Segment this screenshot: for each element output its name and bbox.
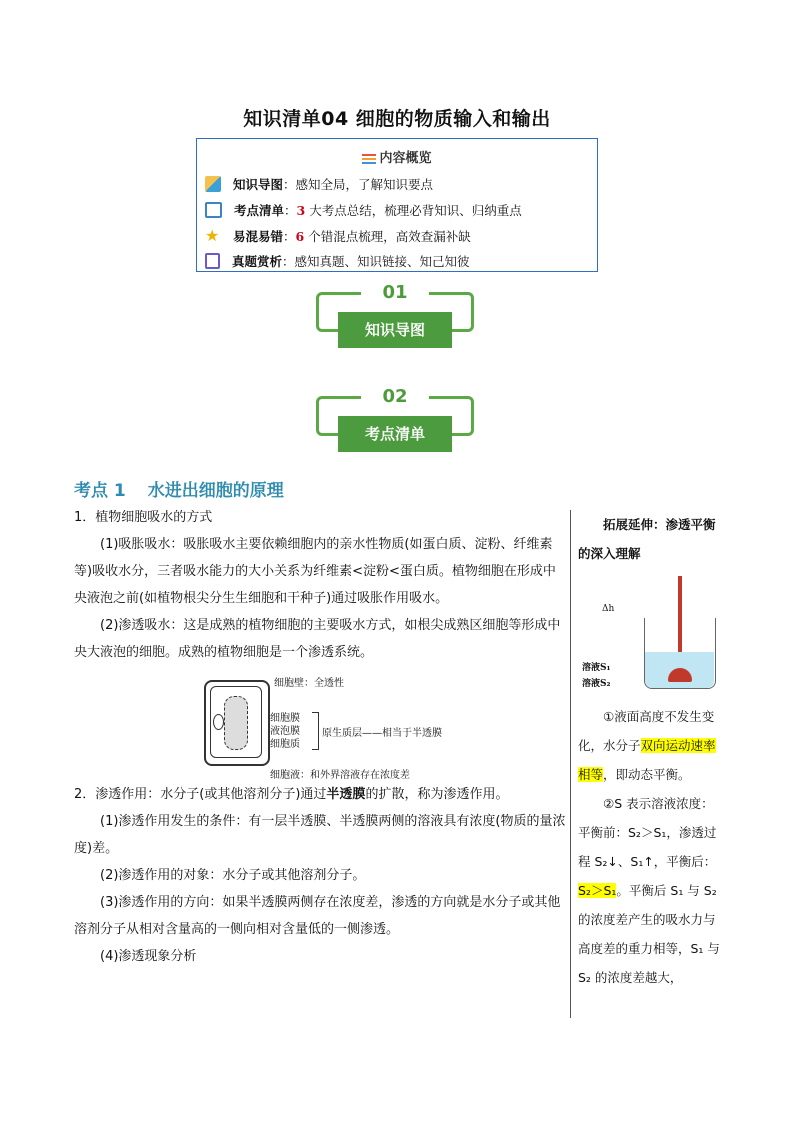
main-column — [74, 504, 566, 666]
label-protoplast: 原生质层——相当于半透膜 — [322, 728, 442, 739]
paragraph-imbibition: (1)吸胀吸水：吸胀吸水主要依赖细胞内的亲水性物质(如蛋白质、淀粉、纤维素等)吸收水分，三者吸水能力的大小关系为纤维素<淀粉<蛋白质。植物细胞在形成中央液泡之前(如植物根尖分生生细胞和干种子)通过吸胀作用吸水。 — [74, 537, 556, 606]
page-title: 知识清单04 细胞的物质输入和输出 — [243, 108, 551, 130]
overview-row-star: ★ 易混易错 ： 6 个错混点梳理，高效查漏补缺 — [205, 226, 471, 245]
sidebar-heading: 拓展延伸：渗透平衡的深入理解 — [578, 517, 716, 561]
osmosis-condition: (1)渗透作用发生的条件：有一层半透膜、半透膜两侧的溶液具有浓度(物质的量浓度)差。 — [74, 814, 566, 856]
nucleus-shape — [213, 714, 224, 730]
osmosis-direction: (3)渗透作用的方向：如果半透膜两侧存在浓度差，渗透的方向就是水分子或其他溶剂分子从相对含量高的一侧向相对含量低的一侧渗透。 — [74, 895, 561, 937]
overview-row-edit: 真题赏析 ：感知真题、知识链接、知己知彼 — [205, 250, 470, 272]
section-badge-02: 02 考点清单 — [316, 390, 474, 452]
map-icon — [205, 176, 221, 192]
sidebar-point-2: ②S 表示溶液浓度： — [603, 796, 714, 811]
label-cell-wall: 细胞壁：全透性 — [274, 678, 344, 689]
vacuole-shape — [224, 696, 248, 750]
sidebar-point-1: ①液面高度不发生变化，水分子双向运动速率相等，即动态平衡。 — [578, 709, 716, 782]
osmosis-object: (2)渗透作用的对象：水分子或其他溶剂分子。 — [100, 868, 366, 883]
osmosis-analysis: (4)渗透现象分析 — [100, 949, 197, 964]
overview-row-book: 考点清单 ： 3 大考点总结，梳理必背知识、归纳重点 — [205, 199, 522, 221]
column-divider — [570, 510, 571, 1018]
edit-icon — [205, 253, 220, 269]
heading-1: 1．植物细胞吸水的方式 — [74, 510, 213, 525]
heading-2: 2．渗透作用：水分子(或其他溶剂分子)通过半透膜的扩散，称为渗透作用。 — [74, 787, 509, 802]
sidebar-text — [578, 702, 720, 992]
plant-cell-diagram — [200, 672, 460, 782]
sidebar-extension — [578, 510, 720, 568]
label-group: 细胞膜 液泡膜 细胞质 — [270, 713, 300, 750]
main-column-2 — [74, 781, 566, 970]
section-title: 考点 1 水进出细胞的原理 — [74, 481, 284, 501]
label-cell-sap: 细胞液：和外界溶液存在浓度差 — [270, 770, 410, 781]
paragraph-osmotic: (2)渗透吸水：这是成熟的植物细胞的主要吸水方式，如根尖成熟区细胞等形成中央大液泡的细胞。成熟的植物细胞是一个渗透系统。 — [74, 618, 561, 660]
book-icon — [205, 202, 222, 218]
section-badge-01: 01 知识导图 — [316, 286, 474, 348]
list-icon — [362, 154, 376, 164]
star-icon: ★ — [205, 226, 220, 245]
overview-heading: 内容概览 — [197, 147, 597, 166]
overview-row-map: 知识导图 ：感知全局，了解知识要点 — [205, 173, 433, 195]
label-delta-h: Δh — [602, 604, 615, 614]
label-s1: 溶液S₁ — [582, 663, 611, 673]
sidebar-point-3: 平衡前：S₂＞S₁，渗透过程 S₂↓、S₁↑，平衡后：S₂＞S₁。平衡后 S₁ 与 S₂ 的浓度差产生的吸水力与高度差的重力相等，S₁ 与 S₂ 的浓度差越大， — [578, 825, 720, 985]
label-s2: 溶液S₂ — [582, 679, 611, 689]
content-overview-box — [196, 138, 598, 272]
bracket — [312, 712, 319, 750]
osmosis-beaker-figure — [582, 576, 718, 694]
